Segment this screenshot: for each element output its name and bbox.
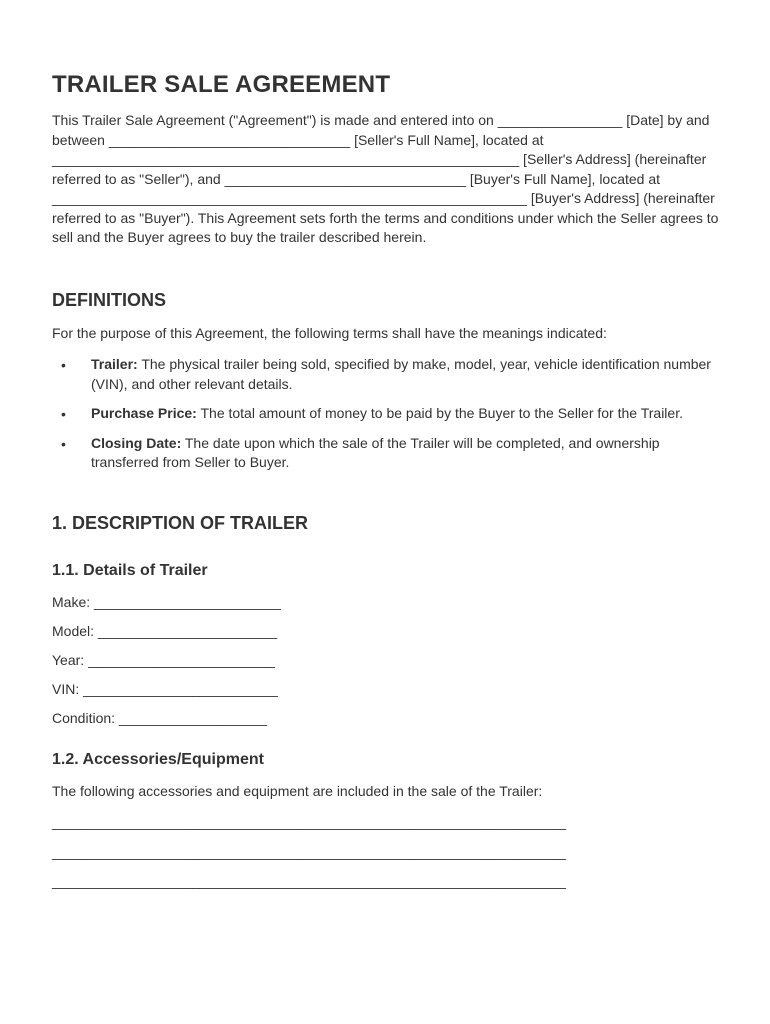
definition-item-closing-date (52, 434, 712, 473)
definition-item-purchase-price (52, 404, 712, 424)
accessories-lead: The following accessories and equipment are included in the sale of the Trailer: (52, 783, 543, 799)
definition-term: Trailer: (91, 356, 138, 372)
definition-text: The physical trailer being sold, specified by make, model, year, vehicle identification number (VIN), and other relevant details. (91, 356, 711, 392)
definition-item-trailer (52, 355, 712, 394)
bullet-icon: • (61, 357, 66, 373)
blank-line: __________________________________________________________________ (52, 814, 566, 830)
model-field: Model: _______________________ (52, 623, 277, 639)
condition-field: Condition: ___________________ (52, 710, 267, 726)
blank-line: __________________________________________________________________ (52, 843, 566, 860)
bullet-icon: • (61, 435, 66, 452)
definition-term: Purchase Price: (91, 405, 197, 421)
document-title: TRAILER SALE AGREEMENT (52, 71, 391, 98)
definitions-list (52, 355, 712, 483)
definition-text: The date upon which the sale of the Trailer will be completed, and ownership transferred from Seller to Buyer. (91, 434, 660, 470)
subsection-1-2-heading: 1.2. Accessories/Equipment (52, 751, 264, 768)
definition-text: The total amount of money to be paid by the Buyer to the Seller for the Trailer. (196, 405, 683, 421)
definitions-heading: DEFINITIONS (52, 290, 167, 310)
trailer-details-fields (52, 593, 281, 738)
definition-term: Closing Date: (91, 434, 182, 451)
intro-paragraph: This Trailer Sale Agreement ("Agreement") is made and entered into on ________________ [Date] by and between _______________________________ [Seller's Full Name], located at ____________________________________________________________ [Seller's Address] (hereinafter referred to as "Seller"), and _______________________________ [Buyer's Full Name], located at _____________________________________________________________ [Buyer's Address] (hereinafter referred to as "Buyer"). This Agreement sets forth the terms and conditions under which the Seller agrees to sell and the Buyer agrees to buy the trailer described herein. (52, 112, 719, 245)
vin-field: VIN: _________________________ (52, 681, 278, 697)
subsection-1-1-heading: 1.1. Details of Trailer (52, 562, 208, 579)
make-field: Make: ________________________ (52, 594, 281, 610)
blank-line: __________________________________________________________________ (52, 873, 566, 889)
year-field: Year: ________________________ (52, 652, 275, 668)
accessories-blank-lines (52, 813, 566, 902)
bullet-icon: • (61, 406, 66, 422)
definitions-lead: For the purpose of this Agreement, the following terms shall have the meanings indicated: (52, 325, 607, 341)
section-1-heading: 1. DESCRIPTION OF TRAILER (52, 513, 309, 533)
